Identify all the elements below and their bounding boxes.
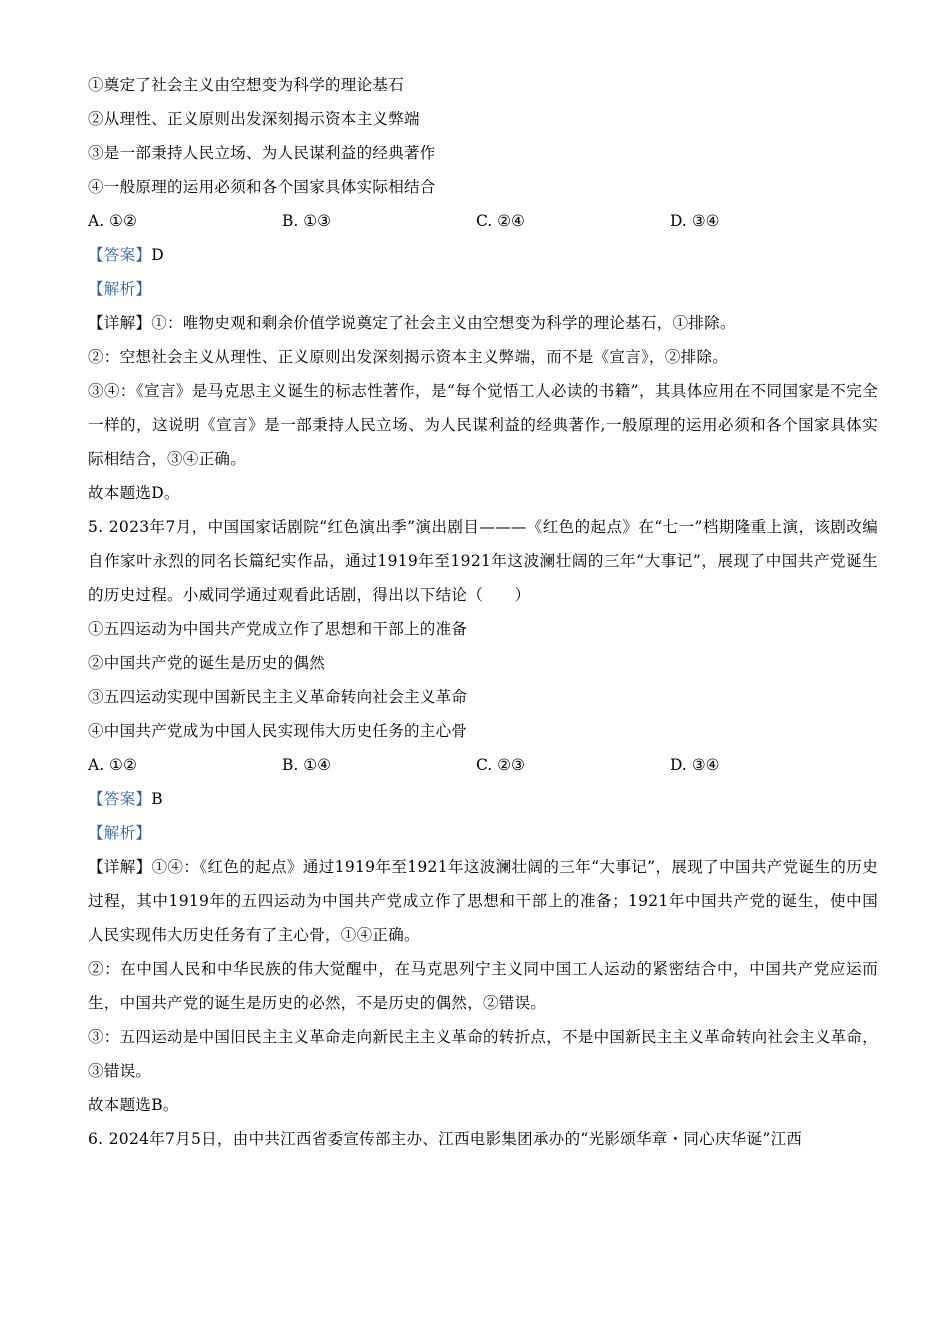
q5-options <box>88 748 878 782</box>
q4-statement-1: ①奠定了社会主义由空想变为科学的理论基石 <box>88 76 405 94</box>
q4-answer-value: D <box>151 246 164 264</box>
q4-options <box>88 204 878 238</box>
q4-option-c: C. ②④ <box>476 212 525 230</box>
q4-answer <box>88 238 878 272</box>
q4-answer-tag: 【答案】 <box>88 246 152 264</box>
q5-statement-2: ②中国共产党的诞生是历史的偶然 <box>88 654 326 672</box>
q5-option-b: B. ①④ <box>282 756 332 774</box>
q4-statement-2: ②从理性、正义原则出发深刻揭示资本主义弊端 <box>88 110 420 128</box>
q5-option-a: A. ①② <box>88 756 137 774</box>
q4-detail-1: 【详解】①：唯物史观和剩余价值学说奠定了社会主义由空想变为科学的理论基石，①排除。 <box>88 314 736 332</box>
q4-detail-2: ②：空想社会主义从理性、正义原则出发深刻揭示资本主义弊端，而不是《宣言》，②排除。 <box>88 348 729 366</box>
q5-answer-tag: 【答案】 <box>88 790 152 808</box>
q4-detail-tag: 【详解】 <box>88 314 152 332</box>
q5-detail-3: ③：五四运动是中国旧民主主义革命走向新民主主义革命的转折点，不是中国新民主主义革命转向社会主义革命，③错误。 <box>88 1028 879 1080</box>
q6-stem: 6. 2024年7月5日，由中共江西省委宣传部主办、江西电影集团承办的“光影颂华章・同心庆华诞”江西 <box>88 1130 803 1148</box>
q4-statement-3: ③是一部秉持人民立场、为人民谋利益的经典著作 <box>88 144 436 162</box>
q4-option-d: D. ③④ <box>670 212 720 230</box>
q4-option-a: A. ①② <box>88 212 137 230</box>
q5-detail-1: 【详解】①④：《红色的起点》通过1919年至1921年这波澜壮阔的三年“大事记”，展现了中国共产党诞生的历史过程，其中1919年的五四运动为中国共产党成立作了思想和干部上的准备；1921年中国共产党的诞生，使中国人民实现伟大历史任务有了主心骨，①④正确。 <box>88 858 878 944</box>
q5-detail-tag: 【详解】 <box>88 858 152 876</box>
q5-statement-4: ④中国共产党成为中国人民实现伟大历史任务的主心骨 <box>88 722 468 740</box>
q5-analysis-tag: 【解析】 <box>88 824 152 842</box>
document-page <box>88 68 878 1156</box>
q4-detail-3: ③④：《宣言》是马克思主义诞生的标志性著作，是“每个觉悟工人必读的书籍”，其具体应用在不同国家是不完全一样的，这说明《宣言》是一部秉持人民立场、为人民谋利益的经典著作,一般原理的运用必须和各个国家具体实际相结合，③④正确。 <box>88 382 878 468</box>
q4-analysis-heading <box>88 272 878 306</box>
q5-stem: 5. 2023年7月，中国国家话剧院“红色演出季”演出剧目———《红色的起点》在“七一”档期隆重上演，该剧改编自作家叶永烈的同名长篇纪实作品，通过1919年至1921年这波澜壮阔的三年“大事记”，展现了中国共产党诞生的历史过程。小威同学通过观看此话剧，得出以下结论（ ） <box>88 518 878 604</box>
q5-analysis-heading <box>88 816 878 850</box>
q4-option-b: B. ①③ <box>282 212 332 230</box>
q5-statement-3: ③五四运动实现中国新民主主义革命转向社会主义革命 <box>88 688 468 706</box>
q5-answer <box>88 782 878 816</box>
q4-conclusion: 故本题选D。 <box>88 484 180 502</box>
q5-option-d: D. ③④ <box>670 756 720 774</box>
q4-statement-4: ④一般原理的运用必须和各个国家具体实际相结合 <box>88 178 436 196</box>
q5-statement-1: ①五四运动为中国共产党成立作了思想和干部上的准备 <box>88 620 468 638</box>
q4-analysis-tag: 【解析】 <box>88 280 152 298</box>
q5-conclusion: 故本题选B。 <box>88 1096 179 1114</box>
q5-detail-2: ②：在中国人民和中华民族的伟大觉醒中，在马克思列宁主义同中国工人运动的紧密结合中，中国共产党应运而生，中国共产党的诞生是历史的必然，不是历史的偶然，②错误。 <box>88 960 878 1012</box>
q5-answer-value: B <box>151 790 163 808</box>
q5-option-c: C. ②③ <box>476 756 525 774</box>
